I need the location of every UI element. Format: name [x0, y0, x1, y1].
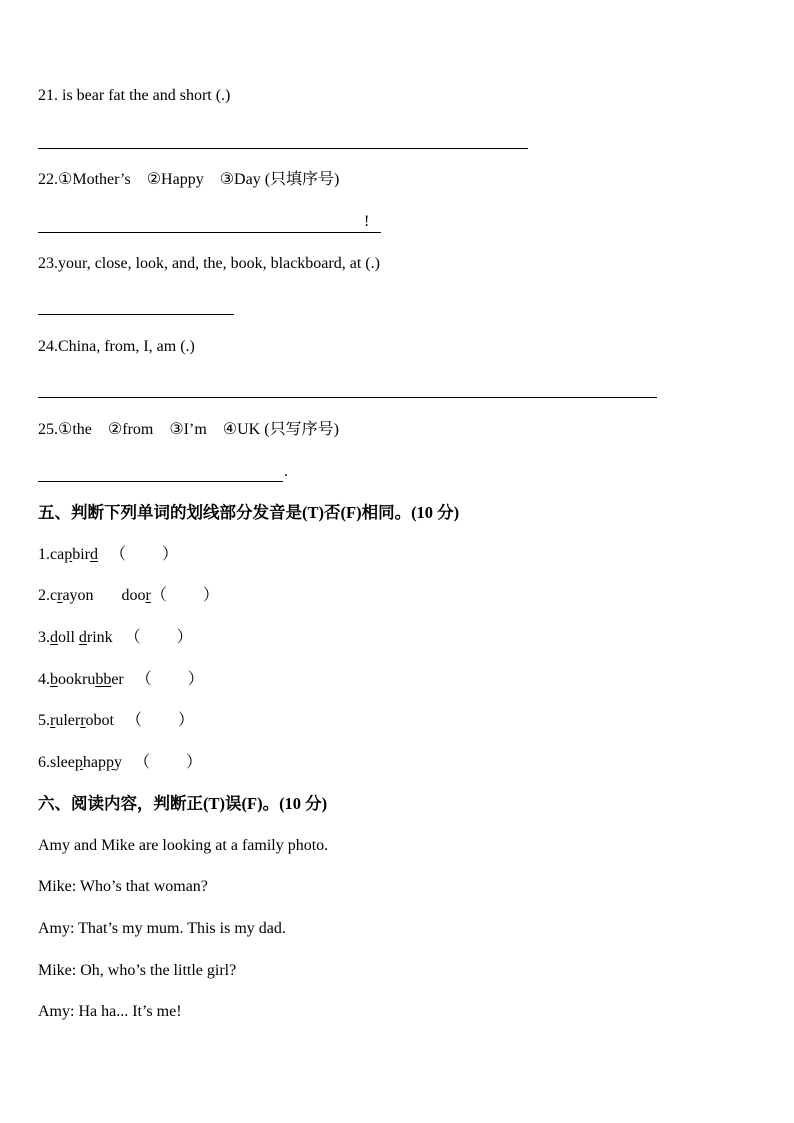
section-5-heading: 五、判断下列单词的划线部分发音是(T)否(F)相同。(10 分) [38, 503, 460, 522]
answer-line-25[interactable] [38, 481, 283, 482]
dialogue-line: Mike: Who’s that woman? [38, 878, 208, 895]
pron-item-3: 3.doll drink （ ） [38, 629, 193, 646]
pron-item-6: 6.sleephappy （ ） [38, 754, 202, 771]
underlined-letters: r [57, 587, 63, 604]
answer-line-22[interactable] [38, 232, 381, 233]
underlined-letters: bb [95, 671, 112, 688]
underlined-letters: d [50, 629, 58, 646]
answer-line-24[interactable] [38, 397, 657, 398]
underlined-letters: d [89, 546, 98, 563]
pron-item-4: 4.bookrubber （ ） [38, 671, 204, 688]
underlined-letters: p [64, 546, 73, 563]
answer-line-21[interactable] [38, 148, 528, 149]
question-text: . is bear fat the and short (.) [54, 87, 231, 104]
question-23: 23.your, close, look, and, the, book, blackboard, at (.) [38, 255, 380, 272]
dialogue-line: Amy and Mike are looking at a family photo. [38, 837, 329, 854]
underlined-letters: r [145, 587, 151, 604]
dialogue-line: Mike: Oh, who’s the little girl? [38, 962, 237, 979]
dialogue-line: Amy: Ha ha... It’s me! [38, 1003, 182, 1020]
pron-item-2: 2.crayon door（ ） [38, 587, 219, 604]
answer-line-22-end: ! [364, 213, 370, 230]
answer-parentheses[interactable]: （ ） [133, 754, 202, 771]
pron-item-5: 5.rulerrobot （ ） [38, 712, 194, 729]
underlined-letters: r [50, 712, 56, 729]
dialogue-line: Amy: That’s my mum. This is my dad. [38, 920, 286, 937]
question-number: 21 [38, 87, 54, 104]
underlined-letters: p [74, 754, 83, 771]
answer-parentheses[interactable]: （ ） [124, 629, 193, 646]
question-21 [38, 86, 230, 106]
answer-parentheses[interactable]: （ ） [150, 587, 219, 604]
answer-line-23[interactable] [38, 314, 234, 315]
answer-line-25-end: . [284, 463, 288, 480]
underlined-letters: d [78, 629, 87, 646]
answer-parentheses[interactable]: （ ） [125, 712, 194, 729]
section-6-heading: 六、阅读内容，判断正(T)误(F)。(10 分) [38, 794, 328, 813]
question-22: 22.①Mother’s ②Happy ③Day (只填序号) [38, 171, 340, 188]
underlined-letters: pp [97, 754, 114, 771]
question-24: 24.China, from, I, am (.) [38, 338, 195, 355]
answer-parentheses[interactable]: （ ） [109, 546, 178, 563]
answer-parentheses[interactable]: （ ） [135, 671, 204, 688]
pron-item-1: 1.capbird （ ） [38, 546, 178, 563]
underlined-letters: b [50, 671, 58, 688]
underlined-letters: r [80, 712, 86, 729]
question-25: 25.①the ②from ③I’m ④UK (只写序号) [38, 421, 339, 438]
